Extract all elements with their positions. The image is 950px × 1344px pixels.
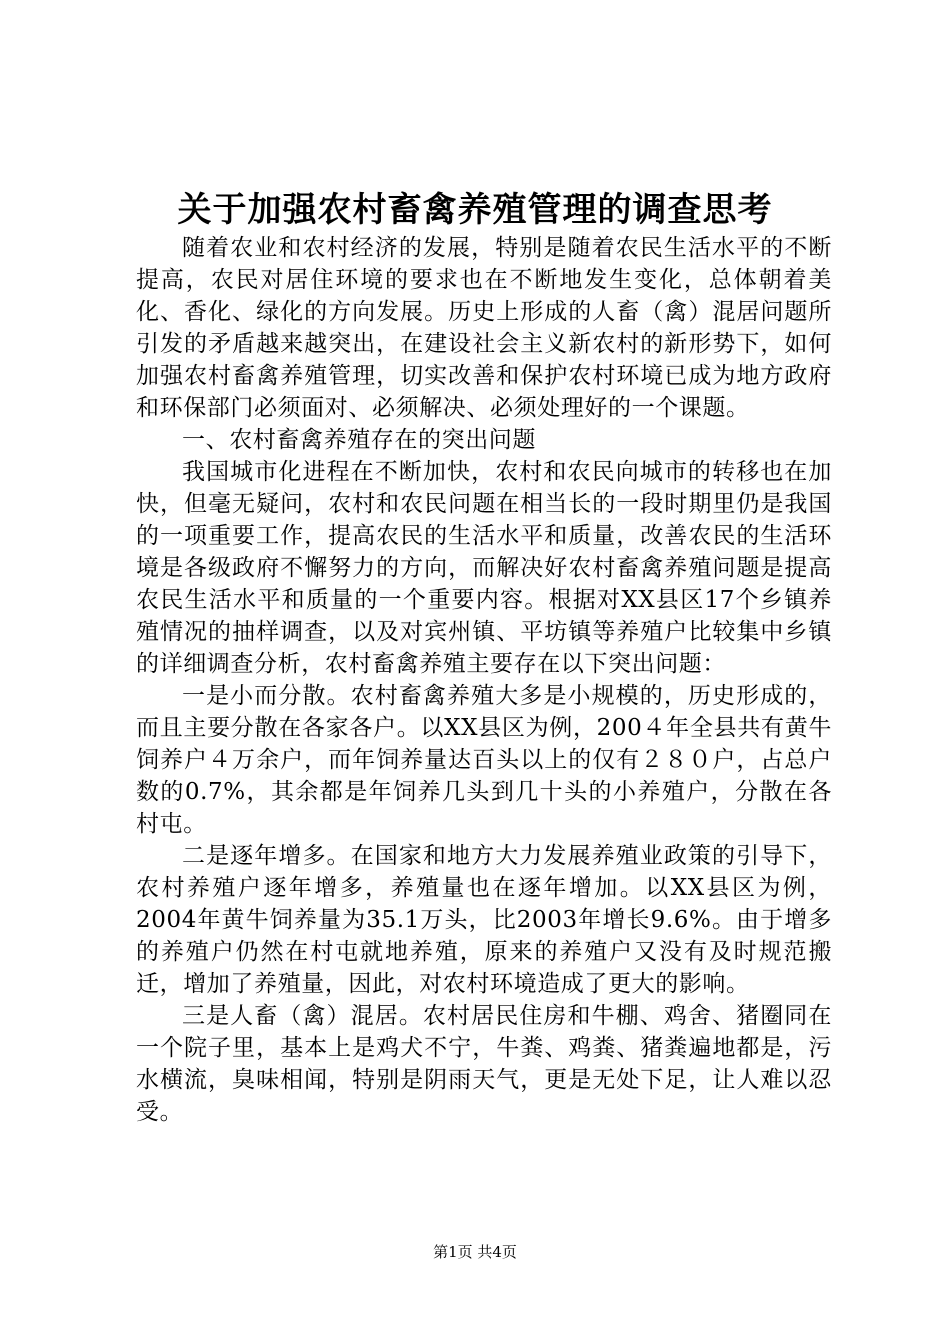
page-footer: 第1页 共4页 bbox=[433, 1243, 517, 1261]
document-body bbox=[136, 232, 832, 1128]
problem-one-paragraph: 一是小而分散。农村畜禽养殖大多是小规模的，历史形成的，而且主要分散在各家各户。以XX县区为例，200４年全县共有黄牛饲养户４万余户，而年饲养量达百头以上的仅有２８０户，占总户数的0.7%，其余都是年饲养几头到几十头的小养殖户，分散在各村屯。 bbox=[136, 683, 832, 837]
section-paragraph: 我国城市化进程在不断加快，农村和农民向城市的转移也在加快，但毫无疑问，农村和农民问题在相当长的一段时期里仍是我国的一项重要工作，提高农民的生活水平和质量，改善农民的生活环境是各级政府不懈努力的方向，而解决好农村畜禽养殖问题是提高农民生活水平和质量的一个重要内容。根据对XX县区17个乡镇养殖情况的抽样调查，以及对宾州镇、平坊镇等养殖户比较集中乡镇的详细调查分析，农村畜禽养殖主要存在以下突出问题： bbox=[136, 459, 832, 677]
problem-two-paragraph: 二是逐年增多。在国家和地方大力发展养殖业政策的引导下，农村养殖户逐年增多，养殖量也在逐年增加。以XX县区为例，2004年黄牛饲养量为35.1万头，比2003年增长9.6%。由于增多的养殖户仍然在村屯就地养殖，原来的养殖户又没有及时规范搬迁，增加了养殖量，因此，对农村环境造成了更大的影响。 bbox=[136, 843, 832, 997]
intro-paragraph: 随着农业和农村经济的发展，特别是随着农民生活水平的不断提高，农民对居住环境的要求也在不断地发生变化，总体朝着美化、香化、绿化的方向发展。历史上形成的人畜（禽）混居问题所引发的矛盾越来越突出，在建设社会主义新农村的新形势下，如何加强农村畜禽养殖管理，切实改善和保护农村环境已成为地方政府和环保部门必须面对、必须解决、必须处理好的一个课题。 bbox=[136, 235, 832, 421]
section-heading: 一、农村畜禽养殖存在的突出问题 bbox=[182, 427, 536, 453]
document-title: 关于加强农村畜禽养殖管理的调查思考 bbox=[177, 190, 773, 230]
problem-three-paragraph: 三是人畜（禽）混居。农村居民住房和牛棚、鸡舍、猪圈同在一个院子里，基本上是鸡犬不宁，牛粪、鸡粪、猪粪遍地都是，污水横流，臭味相闻，特别是阴雨天气，更是无处下足，让人难以忍受。 bbox=[136, 1003, 832, 1125]
